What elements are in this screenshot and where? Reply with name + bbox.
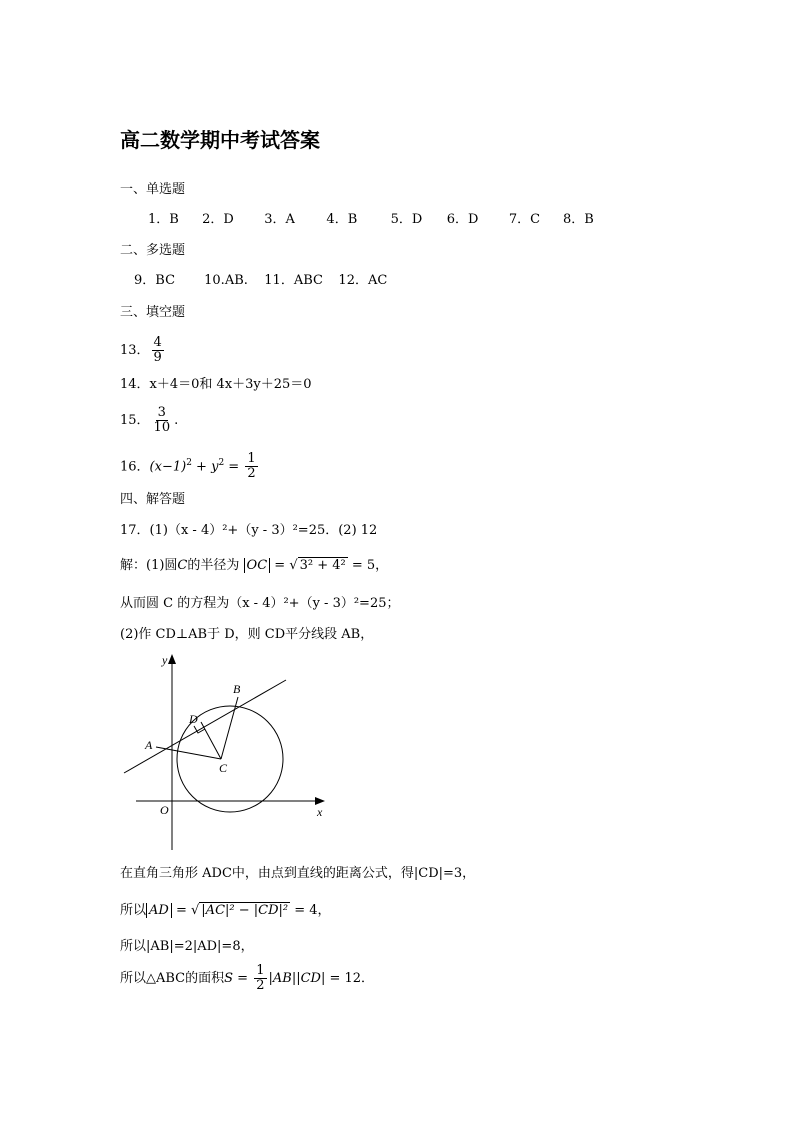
q16-denominator: 2: [247, 466, 256, 482]
sol5-prefix: 所以: [120, 903, 147, 918]
q16-exp-2: 2: [218, 458, 225, 468]
q17-solution-perpendicular: (2)作 CD⊥AB于 D，则 CD平分线段 AB，: [120, 627, 374, 642]
q17-solution-radius: 解：(1)圆C的半径为 OC = √ 3² + 4² = 5，: [120, 558, 389, 573]
q13-denominator: 9: [153, 350, 162, 365]
sol1-root: 3² + 4²: [299, 558, 346, 573]
q16-middle: + y: [191, 459, 219, 475]
q16-exp-1: 2: [186, 458, 192, 468]
y-axis-arrow: [168, 654, 176, 664]
fill-q16: [120, 446, 260, 484]
sol1-radius-text: 的半径为: [187, 558, 240, 573]
q16-equals: =: [224, 459, 244, 475]
segment-ca: [156, 747, 221, 759]
sol5-result: = 4，: [290, 903, 331, 918]
sol1-circle: C: [177, 558, 188, 573]
label-c: C: [219, 761, 228, 775]
sol7-fraction: [254, 964, 266, 993]
label-a: A: [145, 738, 153, 752]
answer-1: 1．B: [148, 212, 179, 227]
segment-cd: [201, 722, 221, 759]
x-axis-arrow: [315, 797, 325, 805]
q16-numerator: 1: [247, 451, 256, 467]
sol7-result: = 12．: [325, 971, 375, 986]
answer-7: 7．C: [508, 212, 541, 227]
q16-fraction: [245, 452, 257, 481]
sol1-prefix: 解：(1)圆: [120, 558, 178, 573]
q15-numerator: 3: [157, 405, 166, 420]
sol1-equals: =: [270, 558, 290, 573]
fill-q14: 14．x＋4＝0和 4x＋3y＋25＝0: [120, 377, 312, 392]
circle-geometry-figure: [118, 650, 338, 855]
q13-fraction: [152, 336, 164, 365]
page-title: 高二数学期中考试答案: [120, 128, 320, 152]
q15-label: 15．: [120, 413, 150, 428]
sol7-numerator: 1: [256, 963, 265, 978]
q15-fraction: [152, 406, 173, 435]
sol1-oc-abs: OC: [244, 558, 271, 573]
sol7-denominator: 2: [256, 978, 265, 993]
q13-numerator: 4: [153, 335, 162, 350]
answer-10: 10.AB.: [204, 273, 248, 288]
q17-solution-equation: 从而圆 C 的方程为（x - 4）²+（y - 3）²=25；: [120, 596, 400, 611]
answer-4: 4．B: [326, 212, 358, 227]
q17-solution-area: [120, 962, 374, 996]
label-d: D: [189, 712, 198, 726]
answer-6: 6．D: [446, 212, 479, 227]
sol7-s: S =: [224, 971, 253, 986]
sol7-prefix: 所以△ABC的面积: [120, 971, 225, 986]
answer-5: 5．D: [390, 212, 423, 227]
sol5-root: |AC|² − |CD|²: [201, 903, 289, 918]
section-fill-blank: 三、填空题: [120, 305, 186, 320]
label-y: y: [162, 653, 168, 667]
label-o: O: [160, 803, 169, 817]
fill-q13: [120, 334, 166, 368]
label-b: B: [233, 682, 241, 696]
answer-8: 8．B: [562, 212, 594, 227]
answer-11: 11．ABC: [264, 273, 323, 288]
q16-label: 16．: [120, 459, 150, 475]
q17-solution-ab: 所以|AB|=2|AD|=8，: [120, 939, 254, 954]
q17-solution-distance: 在直角三角形 ADC中，由点到直线的距离公式，得|CD|=3，: [120, 866, 476, 881]
answer-12: 12．AC: [338, 273, 388, 288]
answer-9: 9．BC: [134, 273, 176, 288]
answer-2: 2．D: [202, 212, 234, 227]
line-ab: [124, 680, 286, 773]
sol5-equals: =: [171, 903, 191, 918]
answer-3: 3．A: [264, 212, 295, 227]
q17-answer: 17．(1)（x - 4）²+（y - 3）²=25．(2) 12: [120, 523, 378, 538]
q16-expression: (x−1): [149, 459, 187, 475]
sol1-result: = 5，: [347, 558, 389, 573]
single-choice-answers: [148, 212, 594, 228]
fill-q15: [120, 404, 178, 438]
multi-choice-answers: [134, 273, 387, 289]
q15-tail: .: [174, 413, 179, 428]
sol5-ad-abs: AD: [146, 903, 172, 918]
section-solutions: 四、解答题: [120, 492, 186, 507]
label-x: x: [317, 805, 323, 819]
q15-denominator: 10: [153, 420, 171, 435]
q13-label: 13．: [120, 343, 150, 358]
sol7-product: |AB||CD|: [268, 971, 326, 986]
section-single-choice: 一、单选题: [120, 182, 186, 197]
q17-solution-ad: 所以 AD = √ |AC|² − |CD|² = 4，: [120, 903, 331, 918]
section-multi-choice: 二、多选题: [120, 243, 186, 258]
